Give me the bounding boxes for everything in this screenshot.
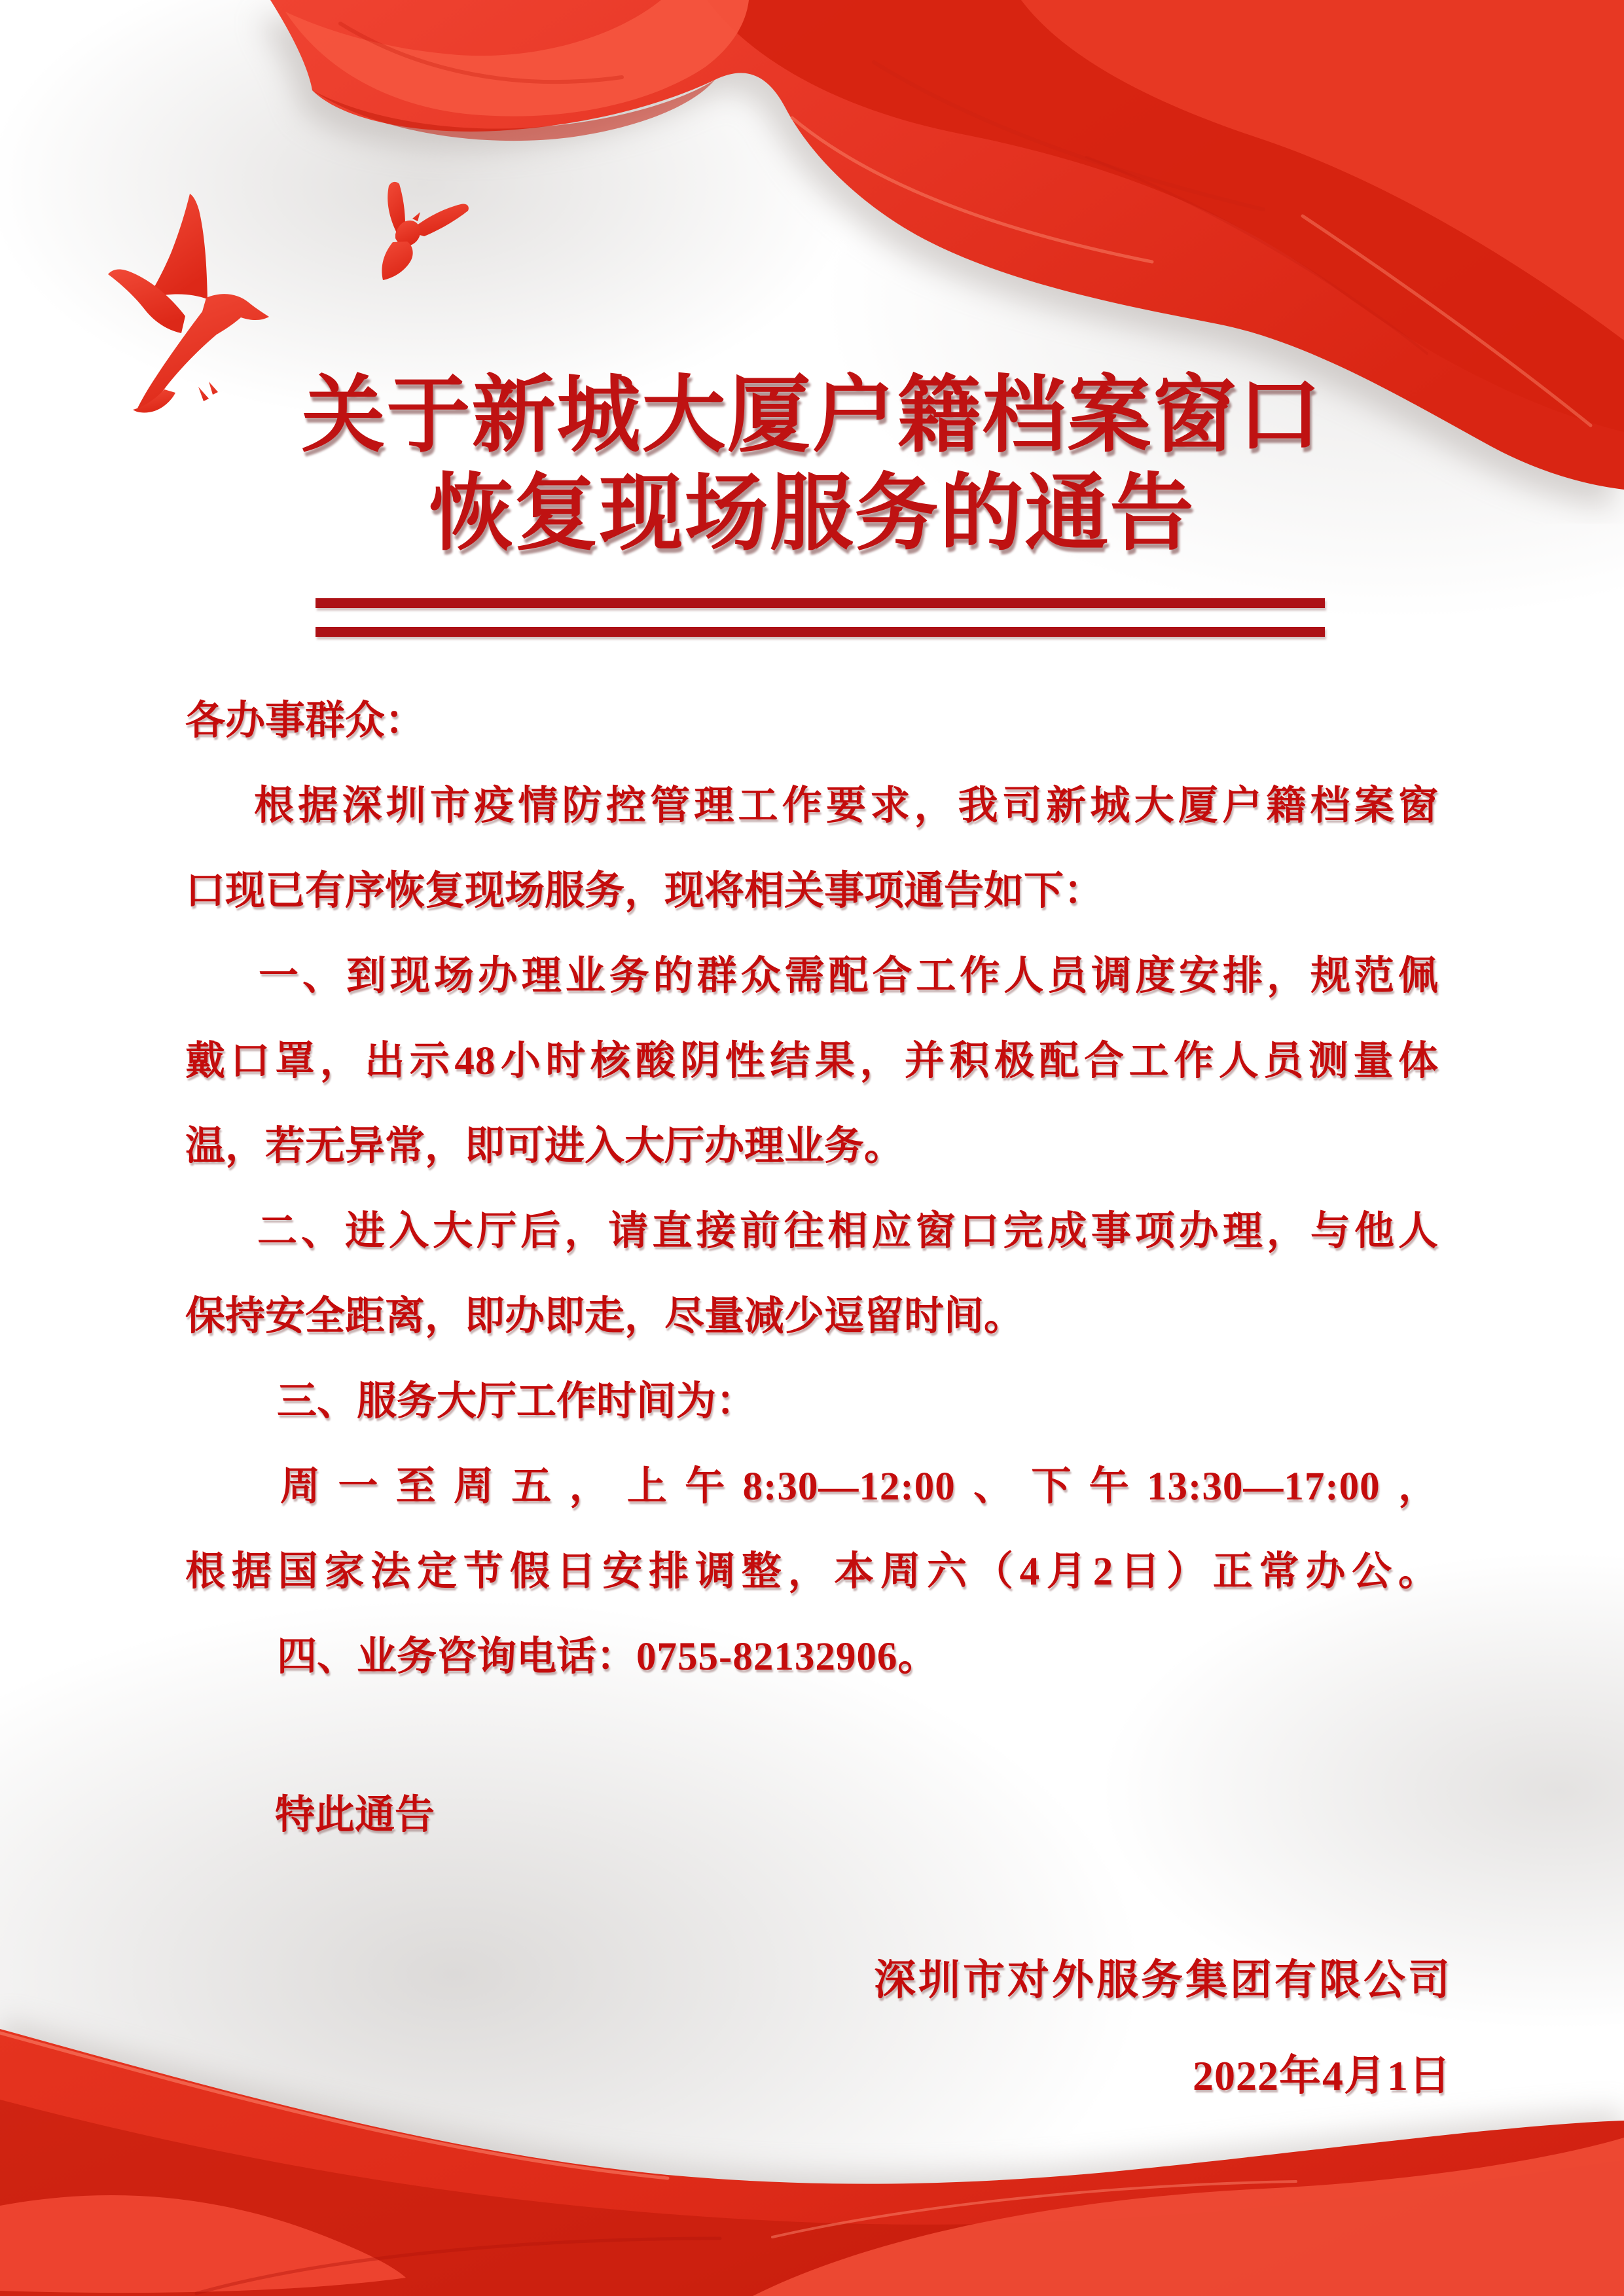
title-underline-bottom — [316, 627, 1325, 637]
numeral: 48 — [454, 1039, 496, 1083]
numeral: 4 — [1322, 2053, 1344, 2099]
numeral: 1 — [1387, 2053, 1409, 2099]
notice-line: 周一至周五，上午8:30—12:00、下午13:30—17:00， — [280, 1463, 1438, 1509]
notice-line: 三、服务大厅工作时间为： — [277, 1378, 757, 1423]
signature-company: 深圳市对外服务集团有限公司 — [874, 1956, 1453, 2003]
notice-title — [0, 367, 1624, 563]
notice-closing: 特此通告 — [275, 1792, 435, 1837]
notice-title-line2: 恢复现场服务的通告 — [429, 467, 1195, 560]
notice-line: 各办事群众： — [185, 698, 425, 742]
notice-line: 四、业务咨询电话：0755-82132906。 — [277, 1634, 938, 1679]
numeral: 2022 — [1193, 2053, 1279, 2099]
notice-line: 根据深圳市疫情防控管理工作要求，我司新城大厦户籍档案窗 — [254, 783, 1438, 827]
notice-line: 口现已有序恢复现场服务，现将相关事项通告如下： — [185, 868, 1104, 912]
dove-icon — [382, 182, 468, 280]
numeral: 4 — [1019, 1550, 1041, 1594]
notice-line: 根据国家法定节假日安排调整，本周六（4月2日）正常办公。 — [185, 1549, 1438, 1594]
notice-line: 温，若无异常，即可进入大厅办理业务。 — [185, 1123, 905, 1168]
signature-date: 2022年4月1日 — [1193, 2052, 1452, 2099]
numeral: 0755-82132906 — [636, 1635, 898, 1679]
title-underline-top — [316, 598, 1325, 608]
notice-line: 一、到现场办理业务的群众需配合工作人员调度安排，规范佩 — [259, 953, 1438, 997]
notice-line: 戴口罩，出示48小时核酸阴性结果，并积极配合工作人员测量体 — [185, 1038, 1438, 1083]
notice-line: 保持安全距离，即办即走，尽量减少逗留时间。 — [185, 1293, 1024, 1338]
notice-title-line1: 关于新城大厦户籍档案窗口 — [301, 368, 1323, 462]
notice-body — [185, 677, 1438, 1698]
red-silk-wave-bottom — [0, 1929, 1624, 2296]
numeral: 2 — [1092, 1550, 1114, 1594]
notice-line: 二、进入大厅后，请直接前往相应窗口完成事项办理，与他人 — [257, 1208, 1438, 1253]
numeral: 13:30—17:00 — [1147, 1465, 1380, 1509]
numeral: 8:30—12:00 — [742, 1465, 956, 1509]
